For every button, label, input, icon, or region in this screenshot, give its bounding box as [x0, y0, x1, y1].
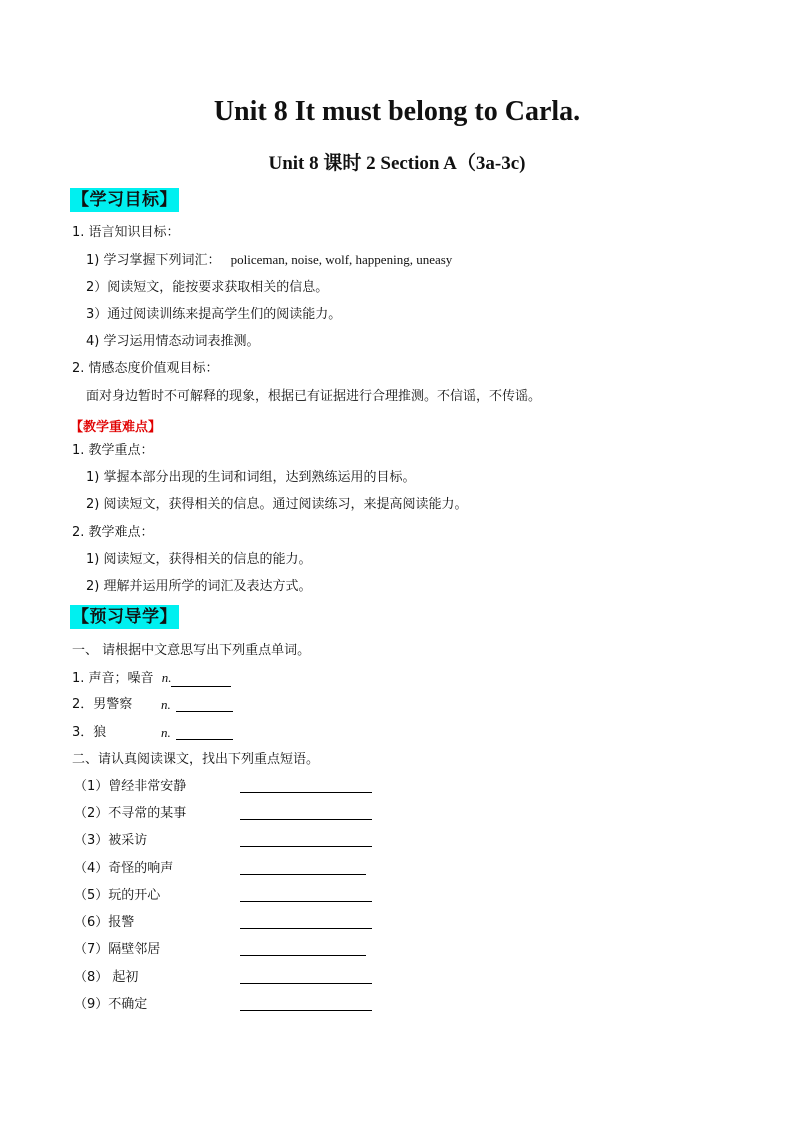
difficulty-title: 2. 教学难点：	[72, 525, 154, 540]
focus-title: 1. 教学重点：	[72, 443, 154, 458]
phrase-answer-blank[interactable]	[240, 889, 372, 902]
preview-heading: 【预习导学】	[72, 607, 177, 627]
phrase-item: （6）报警	[74, 915, 135, 930]
emotion-goal-title: 2. 情感态度价值观目标：	[72, 361, 219, 376]
answer-blank[interactable]	[171, 674, 231, 687]
focus-item-1: 1) 掌握本部分出现的生词和词组，达到熟练运用的目标。	[86, 470, 416, 485]
answer-blank[interactable]	[176, 699, 233, 712]
difficulty-item-1: 1) 阅读短文，获得相关的信息的能力。	[86, 552, 312, 567]
word-item	[72, 725, 171, 741]
word-cn: 3．狼	[72, 725, 107, 740]
phrase-answer-blank[interactable]	[240, 998, 372, 1011]
knowledge-goal-3: 3）通过阅读训练来提高学生们的阅读能力。	[86, 307, 342, 322]
phrase-item: （4）奇怪的响声	[74, 861, 174, 876]
page-subtitle: Unit 8 课时 2 Section A（3a-3c)	[268, 153, 526, 174]
phrase-answer-blank[interactable]	[240, 834, 372, 847]
phrase-item: （1）曾经非常安静	[74, 779, 187, 794]
emotion-goal-text: 面对身边暂时不可解释的现象，根据已有证据进行合理推测。不信谣，不传谣。	[86, 389, 542, 404]
word-item	[72, 670, 231, 687]
word-pos: n.	[161, 670, 172, 685]
objectives-heading: 【学习目标】	[72, 190, 177, 210]
knowledge-goal-4: 4) 学习运用情态动词表推测。	[86, 334, 260, 349]
phrase-answer-blank[interactable]	[240, 916, 372, 929]
word-pos: n.	[161, 697, 171, 712]
knowledge-goal-1	[86, 252, 452, 269]
page-title: Unit 8 It must belong to Carla.	[213, 96, 581, 127]
word-cn: 1. 声音；噪音	[72, 671, 154, 686]
part2-instruction: 二、请认真阅读课文，找出下列重点短语。	[72, 752, 320, 767]
knowledge-goal-title: 1. 语言知识目标：	[72, 225, 180, 240]
phrase-answer-blank[interactable]	[240, 971, 372, 984]
phrase-item: （7）隔壁邻居	[74, 942, 161, 957]
phrase-item: （9）不确定	[74, 997, 148, 1012]
answer-blank[interactable]	[176, 727, 233, 740]
knowledge-goal-1-prefix: 1) 学习掌握下列词汇：	[86, 253, 221, 268]
word-pos: n.	[161, 725, 171, 740]
phrase-item: （2）不寻常的某事	[74, 806, 187, 821]
phrase-answer-blank[interactable]	[240, 780, 372, 793]
phrase-answer-blank[interactable]	[240, 943, 366, 956]
knowledge-goal-2: 2）阅读短文，能按要求获取相关的信息。	[86, 280, 329, 295]
part1-instruction: 一、 请根据中文意思写出下列重点单词。	[72, 643, 311, 658]
phrase-item: （5）玩的开心	[74, 888, 161, 903]
phrase-answer-blank[interactable]	[240, 862, 366, 875]
phrase-item: （3）被采访	[74, 833, 148, 848]
keypoints-heading: 【教学重难点】	[70, 420, 162, 435]
phrase-answer-blank[interactable]	[240, 807, 372, 820]
phrase-item: （8） 起初	[74, 970, 139, 985]
focus-item-2: 2) 阅读短文，获得相关的信息。通过阅读练习，来提高阅读能力。	[86, 497, 468, 512]
vocabulary-list: policeman, noise, wolf, happening, uneasy	[230, 252, 453, 267]
word-item	[72, 697, 171, 713]
word-cn: 2．男警察	[72, 697, 133, 712]
difficulty-item-2: 2) 理解并运用所学的词汇及表达方式。	[86, 579, 312, 594]
